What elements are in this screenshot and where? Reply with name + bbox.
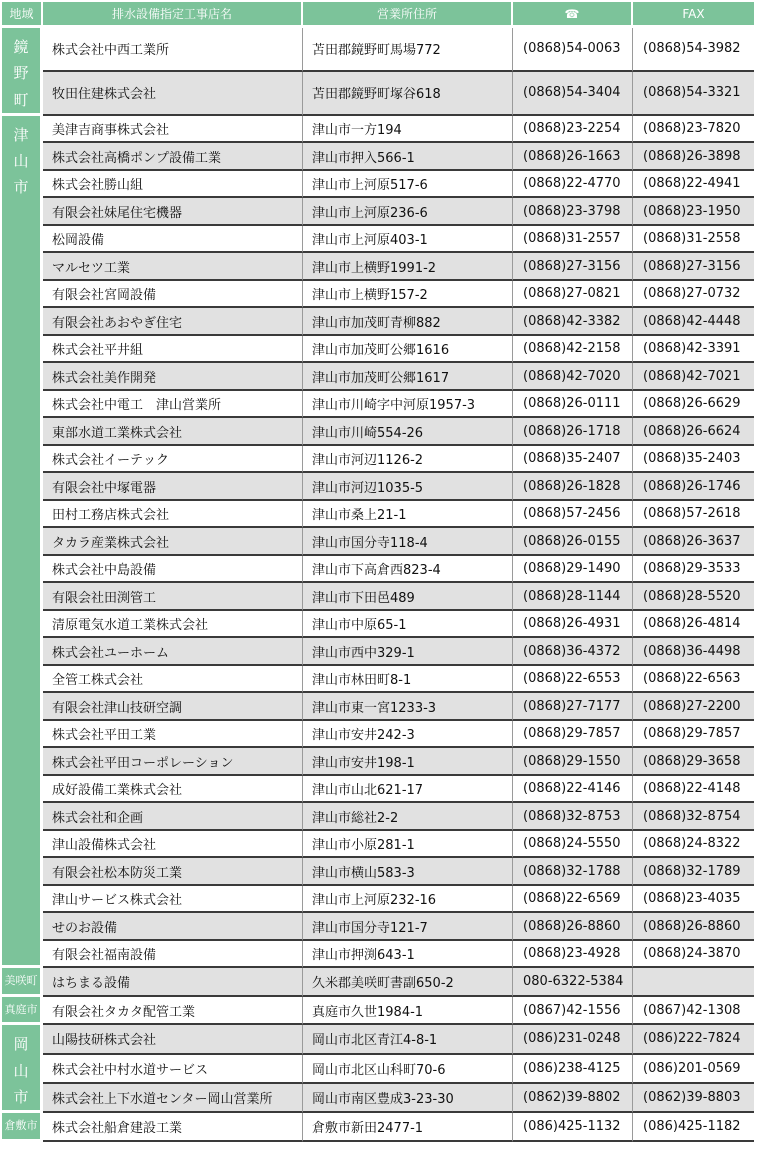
- company-address: 津山市押入566-1: [303, 143, 513, 171]
- table-row: [2, 1025, 754, 1054]
- company-name: 株式会社美作開発: [43, 363, 303, 391]
- company-tel: (0868)42-2158: [513, 336, 633, 364]
- company-tel: (0868)42-3382: [513, 308, 633, 336]
- company-address: 津山市加茂町公郷1616: [303, 336, 513, 364]
- company-address: 津山市小原281-1: [303, 831, 513, 859]
- company-name: 株式会社中西工業所: [43, 28, 303, 72]
- company-name: 株式会社和企画: [43, 803, 303, 831]
- table-row: [2, 693, 754, 721]
- table-row: [2, 198, 754, 226]
- company-name: 株式会社平田工業: [43, 721, 303, 749]
- company-tel: (0868)22-6569: [513, 886, 633, 914]
- company-name: 有限会社田渕管工: [43, 583, 303, 611]
- table-row: [2, 611, 754, 639]
- table-row: [2, 446, 754, 474]
- company-fax: (0868)22-4941: [633, 171, 754, 199]
- company-name: 株式会社平田コーポレーション: [43, 748, 303, 776]
- company-name: 松岡設備: [43, 226, 303, 254]
- table-row: [2, 308, 754, 336]
- company-name: 美津吉商事株式会社: [43, 116, 303, 144]
- company-tel: (0868)26-1663: [513, 143, 633, 171]
- header-region: 地域: [2, 2, 43, 28]
- company-name: 株式会社高橋ポンプ設備工業: [43, 143, 303, 171]
- company-address: 津山市下高倉西823-4: [303, 556, 513, 584]
- company-tel: (0868)23-3798: [513, 198, 633, 226]
- company-fax: (0868)54-3321: [633, 72, 754, 116]
- company-fax: (0868)23-4035: [633, 886, 754, 914]
- company-fax: (0868)23-1950: [633, 198, 754, 226]
- company-name: 山陽技研株式会社: [43, 1025, 303, 1054]
- table-row: [2, 583, 754, 611]
- table-row: [2, 28, 754, 72]
- header-row: [2, 2, 754, 28]
- table-row: [2, 913, 754, 941]
- company-tel: (0868)35-2407: [513, 446, 633, 474]
- company-fax: (0868)26-8860: [633, 913, 754, 941]
- company-name: 有限会社津山技研空調: [43, 693, 303, 721]
- company-tel: (0868)22-4770: [513, 171, 633, 199]
- table-row: [2, 941, 754, 969]
- company-name: 清原電気水道工業株式会社: [43, 611, 303, 639]
- company-fax: (0868)24-8322: [633, 831, 754, 859]
- table-row: [2, 336, 754, 364]
- company-name: 株式会社中村水道サービス: [43, 1055, 303, 1084]
- company-fax: (0868)54-3982: [633, 28, 754, 72]
- table-row: [2, 748, 754, 776]
- phone-icon: ☎: [564, 6, 580, 21]
- company-address: 津山市上河原232-16: [303, 886, 513, 914]
- company-fax: (0868)22-4148: [633, 776, 754, 804]
- table-row: [2, 831, 754, 859]
- company-tel: (0868)23-4928: [513, 941, 633, 969]
- header-address: 営業所住所: [303, 2, 513, 28]
- company-name: 牧田住建株式会社: [43, 72, 303, 116]
- company-address: 津山市東一宮1233-3: [303, 693, 513, 721]
- company-tel: (0868)32-1788: [513, 858, 633, 886]
- region-label: 岡 山 市: [2, 1025, 43, 1113]
- company-fax: (0868)26-4814: [633, 611, 754, 639]
- table-row: [2, 803, 754, 831]
- company-fax: (0868)27-3156: [633, 253, 754, 281]
- company-name: 有限会社宮岡設備: [43, 281, 303, 309]
- table-row: [2, 556, 754, 584]
- company-tel: (0862)39-8802: [513, 1084, 633, 1113]
- table-row: [2, 776, 754, 804]
- table-row: [2, 116, 754, 144]
- company-address: 津山市横山583-3: [303, 858, 513, 886]
- company-address: 津山市一方194: [303, 116, 513, 144]
- company-fax: (0868)29-3533: [633, 556, 754, 584]
- company-address: 津山市上横野157-2: [303, 281, 513, 309]
- company-fax: (0868)28-5520: [633, 583, 754, 611]
- company-tel: (0868)42-7020: [513, 363, 633, 391]
- company-fax: (0868)26-3898: [633, 143, 754, 171]
- company-address: 津山市国分寺121-7: [303, 913, 513, 941]
- company-address: 久米郡美咲町書副650-2: [303, 968, 513, 997]
- table-row: [2, 1113, 754, 1142]
- company-name: 津山設備株式会社: [43, 831, 303, 859]
- company-fax: (0868)27-0732: [633, 281, 754, 309]
- company-fax: (086)425-1182: [633, 1113, 754, 1142]
- table-row: [2, 666, 754, 694]
- company-address: 倉敷市新田2477-1: [303, 1113, 513, 1142]
- company-tel: (0868)57-2456: [513, 501, 633, 529]
- company-fax: (0868)24-3870: [633, 941, 754, 969]
- table-row: [2, 858, 754, 886]
- company-tel: (0867)42-1556: [513, 997, 633, 1026]
- company-address: 津山市西中329-1: [303, 638, 513, 666]
- table-row: [2, 473, 754, 501]
- company-address: 津山市川崎554-26: [303, 418, 513, 446]
- company-address: 津山市河辺1126-2: [303, 446, 513, 474]
- company-tel: (0868)54-3404: [513, 72, 633, 116]
- company-address: 津山市国分寺118-4: [303, 528, 513, 556]
- company-fax: (0868)26-3637: [633, 528, 754, 556]
- company-address: 津山市上河原517-6: [303, 171, 513, 199]
- company-fax: (0868)32-1789: [633, 858, 754, 886]
- company-address: 津山市桑上21-1: [303, 501, 513, 529]
- table-row: [2, 528, 754, 556]
- company-name: 株式会社勝山組: [43, 171, 303, 199]
- header-fax: FAX: [633, 2, 754, 28]
- company-tel: (0868)26-0111: [513, 391, 633, 419]
- company-address: 津山市総社2-2: [303, 803, 513, 831]
- company-tel: (0868)32-8753: [513, 803, 633, 831]
- table-row: [2, 226, 754, 254]
- company-fax: (0868)26-6629: [633, 391, 754, 419]
- company-fax: (0868)36-4498: [633, 638, 754, 666]
- company-fax: (0868)22-6563: [633, 666, 754, 694]
- header-tel: [513, 2, 633, 28]
- region-label: 真庭市: [2, 997, 43, 1026]
- company-address: 苫田郡鏡野町馬場772: [303, 28, 513, 72]
- company-tel: (0868)26-4931: [513, 611, 633, 639]
- company-address: 津山市川崎字中河原1957-3: [303, 391, 513, 419]
- header-name: 排水設備指定工事店名: [43, 2, 303, 28]
- company-tel: (0868)28-1144: [513, 583, 633, 611]
- company-tel: (0868)23-2254: [513, 116, 633, 144]
- table-row: [2, 1084, 754, 1113]
- company-address: 岡山市北区山科町70-6: [303, 1055, 513, 1084]
- company-address: 岡山市南区豊成3-23-30: [303, 1084, 513, 1113]
- company-fax: (0867)42-1308: [633, 997, 754, 1026]
- company-name: 有限会社妹尾住宅機器: [43, 198, 303, 226]
- company-tel: (0868)26-1828: [513, 473, 633, 501]
- company-fax: (0868)23-7820: [633, 116, 754, 144]
- company-name: 東部水道工業株式会社: [43, 418, 303, 446]
- company-address: 津山市河辺1035-5: [303, 473, 513, 501]
- company-fax: (086)201-0569: [633, 1055, 754, 1084]
- company-address: 真庭市久世1984-1: [303, 997, 513, 1026]
- company-address: 津山市上横野1991-2: [303, 253, 513, 281]
- company-name: 株式会社船倉建設工業: [43, 1113, 303, 1142]
- company-address: 津山市上河原236-6: [303, 198, 513, 226]
- company-tel: (086)425-1132: [513, 1113, 633, 1142]
- table-row: [2, 721, 754, 749]
- company-name: 全管工株式会社: [43, 666, 303, 694]
- company-tel: (0868)27-3156: [513, 253, 633, 281]
- company-address: 津山市加茂町公郷1617: [303, 363, 513, 391]
- table-row: [2, 171, 754, 199]
- company-name: せのお設備: [43, 913, 303, 941]
- table-row: [2, 391, 754, 419]
- table-row: [2, 253, 754, 281]
- company-fax: (0868)31-2558: [633, 226, 754, 254]
- company-address: 津山市上河原403-1: [303, 226, 513, 254]
- company-fax: (0868)42-3391: [633, 336, 754, 364]
- company-tel: (0868)22-4146: [513, 776, 633, 804]
- company-fax: (0868)26-1746: [633, 473, 754, 501]
- company-address: 津山市下田邑489: [303, 583, 513, 611]
- company-tel: (0868)29-1490: [513, 556, 633, 584]
- table-row: [2, 418, 754, 446]
- company-address: 津山市林田町8-1: [303, 666, 513, 694]
- company-fax: (0868)42-7021: [633, 363, 754, 391]
- fax-not-available: [633, 968, 754, 997]
- company-fax: (0868)27-2200: [633, 693, 754, 721]
- company-tel: (0868)31-2557: [513, 226, 633, 254]
- company-name: 有限会社中塚電器: [43, 473, 303, 501]
- company-name: 有限会社あおやぎ住宅: [43, 308, 303, 336]
- company-name: 株式会社中島設備: [43, 556, 303, 584]
- company-tel: (0868)27-7177: [513, 693, 633, 721]
- table-row: [2, 281, 754, 309]
- company-address: 津山市安井242-3: [303, 721, 513, 749]
- company-name: 株式会社イーテック: [43, 446, 303, 474]
- company-tel: (0868)29-7857: [513, 721, 633, 749]
- company-name: タカラ産業株式会社: [43, 528, 303, 556]
- company-tel: (0868)26-0155: [513, 528, 633, 556]
- company-tel: (0868)24-5550: [513, 831, 633, 859]
- company-address: 津山市加茂町青柳882: [303, 308, 513, 336]
- company-name: 有限会社タカタ配管工業: [43, 997, 303, 1026]
- company-address: 苫田郡鏡野町塚谷618: [303, 72, 513, 116]
- contractor-table: [2, 2, 754, 1142]
- company-name: 株式会社中電工 津山営業所: [43, 391, 303, 419]
- company-address: 岡山市北区青江4-8-1: [303, 1025, 513, 1054]
- company-fax: (0868)26-6624: [633, 418, 754, 446]
- table-row: [2, 1055, 754, 1084]
- company-name: 津山サービス株式会社: [43, 886, 303, 914]
- company-address: 津山市押渕643-1: [303, 941, 513, 969]
- region-label: 鏡 野 町: [2, 28, 43, 116]
- company-address: 津山市安井198-1: [303, 748, 513, 776]
- company-name: 成好設備工業株式会社: [43, 776, 303, 804]
- company-tel: 080-6322-5384: [513, 968, 633, 997]
- company-tel: (0868)22-6553: [513, 666, 633, 694]
- region-label: 美咲町: [2, 968, 43, 997]
- company-fax: (0868)57-2618: [633, 501, 754, 529]
- company-fax: (086)222-7824: [633, 1025, 754, 1054]
- region-label: 津 山 市: [2, 116, 43, 969]
- company-name: マルセツ工業: [43, 253, 303, 281]
- table-row: [2, 997, 754, 1026]
- table-row: [2, 638, 754, 666]
- company-tel: (0868)26-8860: [513, 913, 633, 941]
- company-tel: (0868)26-1718: [513, 418, 633, 446]
- company-fax: (0868)29-7857: [633, 721, 754, 749]
- company-fax: (0868)42-4448: [633, 308, 754, 336]
- table-row: [2, 886, 754, 914]
- company-tel: (0868)36-4372: [513, 638, 633, 666]
- table-row: [2, 968, 754, 997]
- company-address: 津山市中原65-1: [303, 611, 513, 639]
- company-name: 田村工務店株式会社: [43, 501, 303, 529]
- company-name: 有限会社福南設備: [43, 941, 303, 969]
- company-tel: (086)231-0248: [513, 1025, 633, 1054]
- company-fax: (0868)32-8754: [633, 803, 754, 831]
- company-name: 株式会社平井組: [43, 336, 303, 364]
- company-tel: (0868)54-0063: [513, 28, 633, 72]
- company-fax: (0862)39-8803: [633, 1084, 754, 1113]
- table-row: [2, 501, 754, 529]
- company-name: 有限会社松本防災工業: [43, 858, 303, 886]
- company-address: 津山市山北621-17: [303, 776, 513, 804]
- company-tel: (0868)29-1550: [513, 748, 633, 776]
- company-name: はちまる設備: [43, 968, 303, 997]
- company-name: 株式会社ユーホーム: [43, 638, 303, 666]
- company-name: 株式会社上下水道センター岡山営業所: [43, 1084, 303, 1113]
- region-label: 倉敷市: [2, 1113, 43, 1142]
- table-row: [2, 363, 754, 391]
- company-tel: (0868)27-0821: [513, 281, 633, 309]
- company-fax: (0868)29-3658: [633, 748, 754, 776]
- table-row: [2, 72, 754, 116]
- company-fax: (0868)35-2403: [633, 446, 754, 474]
- table-row: [2, 143, 754, 171]
- company-tel: (086)238-4125: [513, 1055, 633, 1084]
